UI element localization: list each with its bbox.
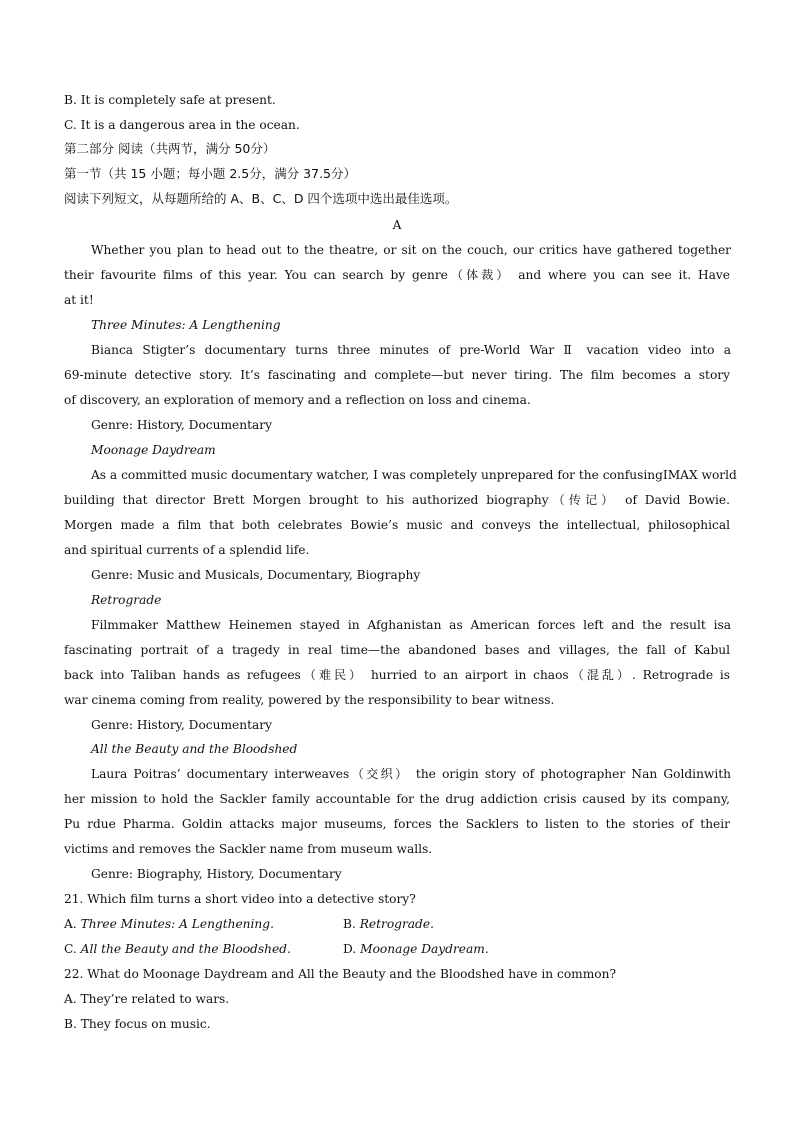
answer-option: B. Retrograde. — [343, 917, 434, 931]
film-review-line: Laura Poitras’ documentary interweaves（交织） the origin story of photographer Nan Goldinwith — [91, 767, 731, 781]
film-review-line: Morgen made a film that both celebrates Bowie’s music and conveys the intellectual, philosophical — [64, 518, 730, 532]
film-review-line: 69-minute detective story. It’s fascinating and complete—but never tiring. The film becomes a story — [64, 368, 730, 382]
intro-line: their favourite films of this year. You can search by genre（体裁） and where you can see it. Have — [64, 268, 730, 282]
film-review-line: of discovery, an exploration of memory and a reflection on loss and cinema. — [64, 393, 531, 407]
film-review-line: Bianca Stigter’s documentary turns three minutes of pre-World War Ⅱ vacation video into a — [91, 343, 731, 357]
prev-option-c: C. It is a dangerous area in the ocean. — [64, 118, 300, 132]
film-review-line: her mission to hold the Sackler family accountable for the drug addiction crisis caused by its company, — [64, 792, 730, 806]
prev-option-b: B. It is completely safe at present. — [64, 93, 276, 107]
question-stem: 22. What do Moonage Daydream and All the Beauty and the Bloodshed have in common? — [64, 967, 616, 981]
section-sub-heading: 第一节（共 15 小题；每小题 2.5分，满分 37.5分） — [64, 166, 357, 181]
film-review-line: back into Taliban hands as refugees（难民） hurried to an airport in chaos（混乱）. Retrograde is — [64, 668, 730, 682]
film-genre: Genre: Biography, History, Documentary — [91, 867, 342, 881]
answer-option: B. They focus on music. — [64, 1017, 211, 1031]
intro-line: Whether you plan to head out to the theatre, or sit on the couch, our critics have gathered together — [91, 243, 731, 257]
film-title: All the Beauty and the Bloodshed — [91, 742, 298, 756]
film-title: Retrograde — [91, 593, 162, 607]
film-review-line: fascinating portrait of a tragedy in real time—the abandoned bases and villages, the fall of Kabul — [64, 643, 730, 657]
question-stem: 21. Which film turns a short video into a detective story? — [64, 892, 416, 906]
film-genre: Genre: Music and Musicals, Documentary, Biography — [91, 568, 421, 582]
film-genre: Genre: History, Documentary — [91, 418, 272, 432]
film-review-line: Pu rdue Pharma. Goldin attacks major museums, forces the Sacklers to listen to the stories of their — [64, 817, 730, 831]
section-part-heading: 第二部分 阅读（共两节，满分 50分） — [64, 141, 276, 156]
film-review-line: building that director Brett Morgen brought to his authorized biography（传记） of David Bowie. — [64, 493, 730, 507]
film-review-line: As a committed music documentary watcher, I was completely unprepared for the confusingIMAX world — [91, 468, 737, 482]
film-review-line: war cinema coming from reality, powered by the responsibility to bear witness. — [64, 693, 555, 707]
film-title: Three Minutes: A Lengthening — [91, 318, 281, 332]
question-options-row — [64, 941, 730, 957]
answer-option: A. They’re related to wars. — [64, 992, 230, 1006]
film-review-line: victims and removes the Sackler name from museum walls. — [64, 842, 433, 856]
film-review-line: Filmmaker Matthew Heinemen stayed in Afghanistan as American forces left and the result isa — [91, 618, 731, 632]
answer-option: C. All the Beauty and the Bloodshed. — [64, 942, 291, 956]
film-title: Moonage Daydream — [91, 443, 216, 457]
film-genre: Genre: History, Documentary — [91, 718, 272, 732]
film-review-line: and spiritual currents of a splendid life. — [64, 543, 310, 557]
answer-option: D. Moonage Daydream. — [343, 942, 489, 956]
section-instructions: 阅读下列短文，从每题所给的 A、B、C、D 四个选项中选出最佳选项。 — [64, 191, 458, 206]
passage-label: A — [392, 218, 402, 232]
answer-option: A. Three Minutes: A Lengthening. — [64, 917, 274, 931]
intro-line: at it! — [64, 293, 94, 307]
question-options-row — [64, 916, 730, 932]
